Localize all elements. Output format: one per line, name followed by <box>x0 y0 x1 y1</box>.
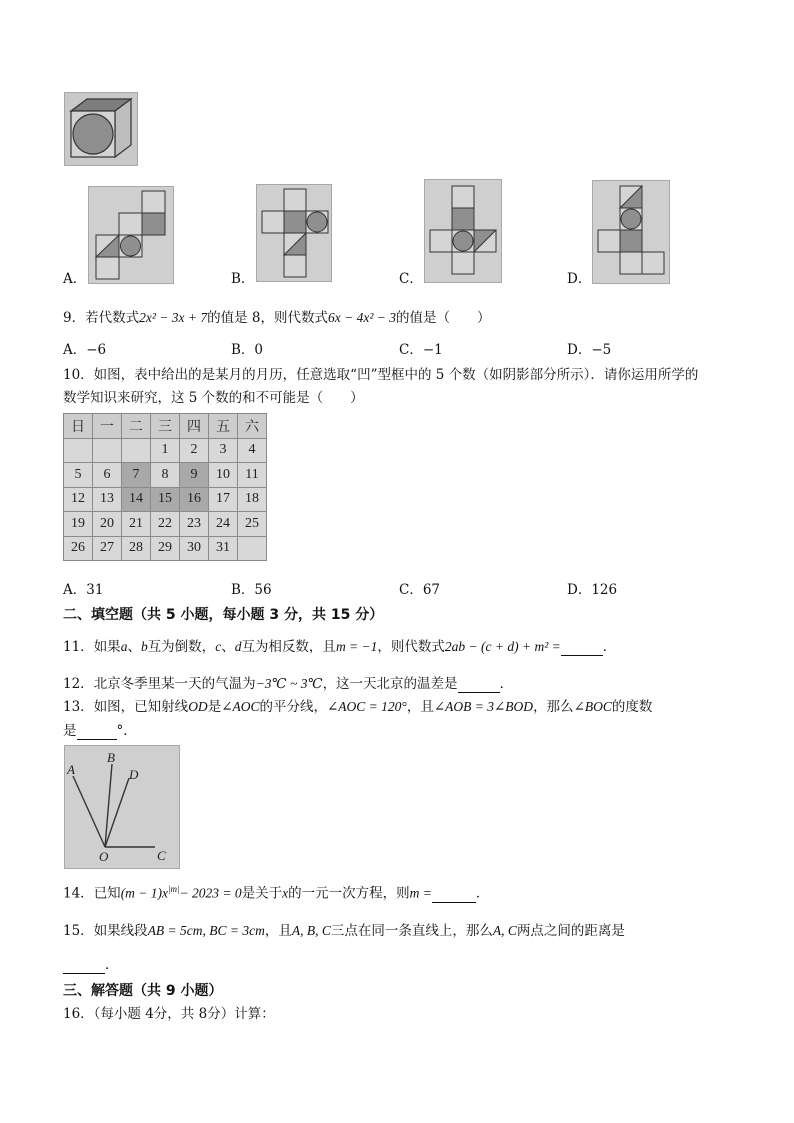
q9-expression-1: 2x² − 3x + 7 <box>139 310 208 325</box>
q10-stem-line-1: 10．如图，表中给出的是某月的月历，任意选取“凹”型框中的 5 个数（如阴影部分所示）．请你运用所学的 <box>63 367 699 383</box>
option-value: 31 <box>86 582 104 598</box>
label-c: C <box>157 848 166 863</box>
calendar-cell: 2 <box>180 438 209 463</box>
q13-stem-line-1 <box>63 698 652 716</box>
q12-answer-blank[interactable] <box>458 678 500 693</box>
option-label: A． <box>63 582 87 598</box>
calendar-cell-shaded: 14 <box>122 487 151 512</box>
q15-points: A, B, C <box>291 923 331 938</box>
calendar-row <box>64 512 267 537</box>
q13-text-6: 的度数 <box>611 699 653 715</box>
q11-stem <box>63 638 616 656</box>
q12-tail: ． <box>499 676 514 692</box>
q12-text-1: 北京冬季里某一天的气温为 <box>93 676 256 692</box>
q13-aoc: ∠AOC <box>221 699 260 714</box>
q15-condition: AB = 5cm, BC = 3cm <box>147 923 265 938</box>
calendar-cell-shaded: 15 <box>151 487 180 512</box>
calendar-cell-shaded: 7 <box>122 463 151 488</box>
q13-line-2-start: 是 <box>63 723 77 739</box>
calendar-header-cell: 二 <box>122 414 151 439</box>
q10-stem-line-2: 数学知识来研究，这 5 个数的和不可能是（ ） <box>63 390 364 406</box>
section-2-heading: 二、填空题（共 5 小题，每小题 3 分，共 15 分） <box>63 607 384 623</box>
q16-stem: 16．（每小题 4分，共 8分）计算： <box>63 1006 275 1022</box>
q11-text-1: 如果 <box>93 639 121 655</box>
calendar-cell <box>122 438 151 463</box>
option-value: −1 <box>422 342 443 358</box>
option-value: 56 <box>254 582 272 598</box>
calendar-table <box>63 413 267 561</box>
q9-text-3: 的值是（ ） <box>396 310 491 326</box>
calendar-cell: 13 <box>93 487 122 512</box>
q11-var-a: a <box>120 639 128 654</box>
q11-var-b: b <box>140 639 148 654</box>
q15-ac: A, C <box>492 923 517 938</box>
q13-eq-1: ∠AOC = 120° <box>327 699 407 714</box>
q11-var-c: c <box>215 639 222 654</box>
option-label: B． <box>231 342 255 358</box>
q14-text-2: 是关于 <box>241 885 283 902</box>
calendar-cell: 29 <box>151 536 180 561</box>
q9-option-a[interactable] <box>63 341 106 359</box>
q8-option-d-label: D． <box>567 271 592 287</box>
option-label: D． <box>567 582 592 598</box>
calendar-cell <box>64 438 93 463</box>
q13-text-3: 的平分线， <box>259 699 327 715</box>
q10-option-c[interactable] <box>399 581 440 599</box>
q14-expression-tail: − 2023 = 0 <box>179 885 242 901</box>
calendar-cell: 27 <box>93 536 122 561</box>
q14-x-2: x <box>282 885 289 901</box>
q8-option-b-label: B． <box>231 271 255 287</box>
calendar-cell: 18 <box>238 487 267 512</box>
calendar-header-cell: 五 <box>209 414 238 439</box>
option-value: 126 <box>591 582 618 598</box>
q9-option-b[interactable] <box>231 341 263 359</box>
calendar-cell: 26 <box>64 536 93 561</box>
q11-expression: 2ab − (c + d) + m² = <box>444 639 561 654</box>
q11-sep-2: 、 <box>221 639 235 655</box>
q9-text-1: 若代数式 <box>85 310 140 326</box>
q13-text-5: ，那么 <box>533 699 574 715</box>
calendar-cell: 31 <box>209 536 238 561</box>
calendar-cell: 12 <box>64 487 93 512</box>
q8-option-a-label: A． <box>63 271 87 287</box>
calendar-row <box>64 463 267 488</box>
cube-figure <box>64 92 138 166</box>
calendar-header-cell: 四 <box>180 414 209 439</box>
q11-text-3: 互为相反数，且 <box>241 639 336 655</box>
label-a: A <box>67 762 75 777</box>
q14-text-3: 的一元一次方程，则 <box>288 885 410 902</box>
calendar-header-cell: 一 <box>93 414 122 439</box>
q14-number: 14． <box>63 885 94 902</box>
net-option-b[interactable] <box>256 184 332 282</box>
calendar-cell: 5 <box>64 463 93 488</box>
option-label: D． <box>567 342 592 358</box>
q11-answer-blank[interactable] <box>561 641 603 656</box>
calendar-cell-shaded: 16 <box>180 487 209 512</box>
option-label: C． <box>399 582 423 598</box>
calendar-cell: 10 <box>209 463 238 488</box>
q15-text-3: 三点在同一条直线上，那么 <box>330 923 493 939</box>
option-label: C． <box>399 342 423 358</box>
q9-stem <box>63 309 491 327</box>
q15-answer-blank[interactable] <box>63 959 105 974</box>
q15-number: 15． <box>63 923 94 939</box>
calendar-cell: 1 <box>151 438 180 463</box>
net-option-a[interactable] <box>88 186 174 284</box>
option-value: −5 <box>591 342 612 358</box>
q12-stem <box>63 675 513 693</box>
q15-text-2: ，且 <box>264 923 292 939</box>
calendar-cell: 3 <box>209 438 238 463</box>
q9-number: 9． <box>63 310 86 326</box>
net-option-d[interactable] <box>592 180 670 284</box>
q13-boc: ∠BOC <box>573 699 612 714</box>
calendar-cell: 17 <box>209 487 238 512</box>
q14-exponent: |m| <box>168 884 180 894</box>
q11-number: 11． <box>63 639 94 655</box>
calendar-row <box>64 487 267 512</box>
q14-answer-blank[interactable] <box>432 888 476 903</box>
q15-text-1: 如果线段 <box>93 923 148 939</box>
option-label: A． <box>63 342 87 358</box>
calendar-cell: 11 <box>238 463 267 488</box>
calendar-header-cell: 三 <box>151 414 180 439</box>
q14-x: x <box>162 885 169 901</box>
calendar-cell: 30 <box>180 536 209 561</box>
q11-condition: m = −1 <box>335 639 378 654</box>
q10-option-d[interactable] <box>567 581 617 599</box>
option-value: 67 <box>422 582 441 598</box>
q13-stem-line-2 <box>63 722 137 740</box>
calendar-cell: 8 <box>151 463 180 488</box>
label-d: D <box>129 767 139 782</box>
net-option-c[interactable] <box>424 179 502 283</box>
q14-text-1: 已知 <box>93 885 121 902</box>
q13-od: OD <box>188 699 208 714</box>
q13-number: 13． <box>63 699 94 715</box>
q15-answer-line <box>63 956 119 974</box>
q15-tail: ． <box>105 957 119 973</box>
calendar-cell <box>93 438 122 463</box>
calendar-cell-shaded: 9 <box>180 463 209 488</box>
q11-var-d: d <box>234 639 242 654</box>
calendar-cell: 23 <box>180 512 209 537</box>
label-b: B <box>107 750 115 765</box>
calendar-cell: 20 <box>93 512 122 537</box>
q10-option-b[interactable] <box>231 581 272 599</box>
q9-option-c[interactable] <box>399 341 443 359</box>
q14-expression: (m − 1) <box>120 885 163 901</box>
calendar-cell: 22 <box>151 512 180 537</box>
calendar-cell: 6 <box>93 463 122 488</box>
q11-text-2: 互为倒数， <box>147 639 216 655</box>
calendar-cell: 28 <box>122 536 151 561</box>
label-o: O <box>99 849 109 864</box>
calendar-cell: 4 <box>238 438 267 463</box>
calendar-row <box>64 438 267 463</box>
calendar-cell: 25 <box>238 512 267 537</box>
section-3-heading: 三、解答题（共 9 小题） <box>63 983 223 999</box>
calendar-header-row <box>64 414 267 439</box>
calendar-cell: 21 <box>122 512 151 537</box>
q14-m-eq: m = <box>409 885 432 901</box>
calendar-header-cell: 日 <box>64 414 93 439</box>
q13-eq-2: ∠AOB = 3∠BOD <box>433 699 534 714</box>
q12-number: 12． <box>63 676 94 692</box>
q13-answer-blank[interactable] <box>77 725 117 740</box>
q9-expression-2: 6x − 4x² − 3 <box>328 310 397 325</box>
q13-text-1: 如图，已知射线 <box>93 699 189 715</box>
option-value: −6 <box>86 342 107 358</box>
calendar-cell <box>238 536 267 561</box>
q8-option-c-label: C． <box>399 271 423 287</box>
q10-option-a[interactable] <box>63 581 103 599</box>
calendar-cell: 19 <box>64 512 93 537</box>
option-label: B． <box>231 582 255 598</box>
q12-range: −3℃ ~ 3℃ <box>255 676 323 691</box>
calendar-cell: 24 <box>209 512 238 537</box>
q9-text-2: 的值是 8，则代数式 <box>207 310 328 326</box>
q14-stem <box>63 880 489 903</box>
q12-text-2: ，这一天北京的温差是 <box>322 676 458 692</box>
q11-tail: ． <box>602 639 617 655</box>
angle-figure <box>64 745 180 869</box>
q11-sep-1: 、 <box>127 639 141 655</box>
option-value: 0 <box>254 342 264 358</box>
q13-text-2: 是 <box>207 699 222 715</box>
q15-stem <box>63 922 625 940</box>
calendar-row <box>64 536 267 561</box>
q13-line-2-end: °． <box>116 723 137 739</box>
q11-text-4: ，则代数式 <box>377 639 445 655</box>
q9-option-d[interactable] <box>567 341 611 359</box>
q14-tail: ． <box>475 885 490 902</box>
q15-text-4: 两点之间的距离是 <box>516 923 625 939</box>
calendar-header-cell: 六 <box>238 414 267 439</box>
q13-text-4: ，且 <box>406 699 434 715</box>
